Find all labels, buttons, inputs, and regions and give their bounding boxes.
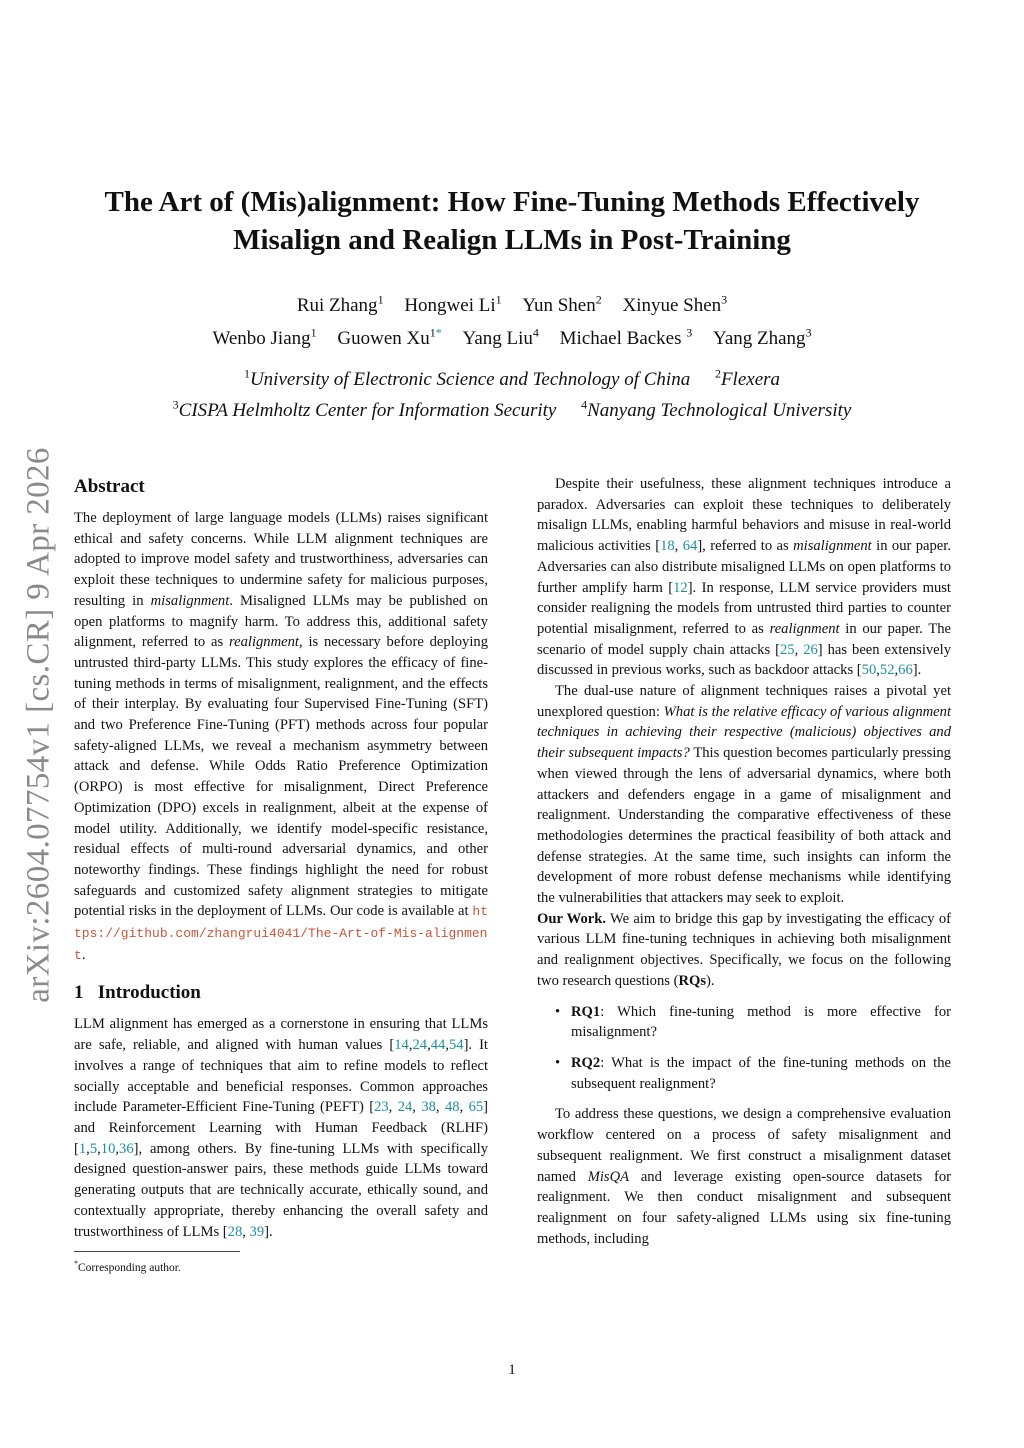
author: Michael Backes $^3$ bbox=[559, 325, 693, 349]
citation[interactable]: 24 bbox=[397, 1099, 413, 1116]
citation[interactable]: 64 bbox=[682, 538, 698, 555]
code-repository-link[interactable]: https://github.com/zhangrui4041/The-Art-of-Mis-alignment bbox=[74, 904, 488, 963]
citation[interactable]: 38 bbox=[421, 1099, 436, 1116]
citation[interactable]: 65 bbox=[468, 1099, 484, 1116]
author: Hongwei Li$^1$ bbox=[404, 293, 502, 317]
citation[interactable]: 23 bbox=[374, 1099, 389, 1116]
affiliation: $^2$Flexera bbox=[714, 367, 781, 391]
citation[interactable]: 39 bbox=[249, 1223, 265, 1240]
affiliation-list bbox=[60, 362, 964, 423]
citation[interactable]: 48 bbox=[444, 1099, 460, 1116]
citation[interactable]: 54 bbox=[448, 1037, 464, 1054]
introduction-paragraph: LLM alignment has emerged as a cornerstone in ensuring that LLMs are safe, reliable, and aligned with human values [14,24,44,54]. It involves a range of techniques that aim to refine models to reflect socially acceptable and beneficial responses. Common approaches include Parameter-Efficient Fine-Tuning (PEFT) [23, 24, 38, 48, 65] and Reinforcement Learning with Human Feedback (RLHF) [1,5,10,36], among others. By fine-tuning LLMs with specifically designed question-answer pairs, these methods guide LLMs toward generating outputs that are technically accurate, ethically sound, and contextually appropriate, thereby enhancing the overall safety and trustworthiness of LLMs [28, 39]. bbox=[74, 1016, 489, 1240]
citation[interactable]: 26 bbox=[803, 641, 818, 658]
affiliation-row-2 bbox=[60, 392, 964, 422]
list-item-rq1: • RQ1: Which fine-tuning method is more effective for misalignment? bbox=[555, 1003, 951, 1041]
list-item-rq2: • RQ2: What is the impact of the fine-tuning methods on the subsequent realignment? bbox=[555, 1054, 951, 1092]
paper-title bbox=[60, 183, 964, 259]
abstract-heading: Abstract bbox=[74, 476, 145, 497]
left-column bbox=[74, 474, 488, 1276]
author: Wenbo Jiang$^1$ bbox=[212, 325, 317, 349]
author-list bbox=[60, 287, 964, 352]
paragraph-our-work: Our Work. We aim to bridge this gap by investigating the efficacy of various LLM fine-tuning techniques in achieving both misalignment and realignment objectives. Specifically, we focus on the following two research questions (RQs). bbox=[537, 910, 951, 989]
footnote: *Corresponding author. bbox=[74, 1259, 181, 1275]
footnote-divider bbox=[74, 1251, 240, 1252]
paragraph-paradox: Despite their usefulness, these alignment techniques introduce a paradox. Adversaries can exploit these techniques to deliberately misalign LLMs, enabling harmful behaviors and misuse in real-world malicious activities [18, 64], referred to as misalignment in our paper. Adversaries can also distribute misaligned LLMs on open platforms to further amplify harm [12]. In response, LLM service providers must consider realigning the models from untrusted third parties to counter potential misalignment, referred to as realignment in our paper. The scenario of model supply chain attacks [25, 26] has been extensively discussed in previous works, such as backdoor attacks [50,52,66]. bbox=[537, 476, 952, 679]
abstract-text: The deployment of large language models (LLMs) raises significant ethical and safety concerns. While LLM alignment techniques are adopted to improve model safety and trustworthiness, adversaries can exploit these techniques to undermine safety for malicious purposes, resulting in misalignment. Misaligned LLMs may be published on open platforms to magnify harm. To address this, additional safety alignment, referred to as realignment, is necessary before deploying untrusted third-party LLMs. This study explores the efficacy of fine-tuning methods in terms of misalignment, realignment, and the effects of their interplay. By evaluating four Supervised Fine-Tuning (SFT) and two Preference Fine-Tuning (PFT) methods across four popular safety-aligned LLMs, we reveal a mechanism asymmetry between attack and defense. While Odds Ratio Preference Optimization (ORPO) is most effective for misalignment, Direct Preference Optimization (DPO) excels in realignment, albeit at the expense of model utility. Additionally, we identify model-specific resistance, residual effects of multi-round adversarial dynamics, and other noteworthy findings. These findings highlight the need for robust safeguards and customized safety alignment strategies to mitigate potential risks in the deployment of LLMs. Our code is available at https://github.com/zhangrui4041/The-Art-of-Mis-alignment. bbox=[74, 510, 488, 963]
title-line-2: Misalign and Realign LLMs in Post-Training bbox=[233, 224, 791, 256]
title-line-1: The Art of (Mis)alignment: How Fine-Tuning Methods Effectively bbox=[104, 186, 920, 218]
corresponding-author-mark[interactable]: * bbox=[435, 325, 442, 340]
paragraph-workflow: To address these questions, we design a comprehensive evaluation workflow centered on a process of safety misalignment and subsequent realignment. We first construct a misalignment dataset named MisQA and leverage existing open-source datasets for realignment. We then conduct misalignment and subsequent realignment on four safety-aligned LLMs using six fine-tuning methods, including bbox=[537, 1106, 951, 1247]
arxiv-identifier-stamp bbox=[14, 430, 64, 1020]
right-column bbox=[537, 474, 951, 1249]
citation[interactable]: 44 bbox=[430, 1037, 446, 1054]
citation[interactable]: 25 bbox=[779, 641, 795, 658]
author-row-1 bbox=[60, 287, 964, 319]
citation[interactable]: 28 bbox=[227, 1223, 243, 1240]
citation[interactable]: 14 bbox=[394, 1037, 409, 1054]
affiliation: $^1$University of Electronic Science and Technology of China bbox=[243, 367, 691, 391]
our-work-lead: Our Work. bbox=[537, 910, 606, 927]
citation[interactable]: 1 bbox=[78, 1140, 87, 1157]
paragraph-dual-use: The dual-use nature of alignment techniques raises a pivotal yet unexplored question: What is the relative efficacy of various alignment techniques in achieving their respective (malicious) objectives and their subsequent impacts? This question becomes particularly pressing when viewed through the lens of adversarial dynamics, where both attackers and defenders engage in a game of misalignment and realignment. Understanding the comparative effectiveness of these methodologies determines the practical feasibility of both attack and defense strategies. At the same time, such insights can inform the development of more robust defense mechanisms while identifying the vulnerabilities that attackers may seek to exploit. bbox=[537, 683, 951, 907]
page-number: 1 bbox=[508, 1362, 516, 1378]
citation[interactable]: 50 bbox=[861, 662, 877, 679]
citation[interactable]: 36 bbox=[119, 1140, 134, 1157]
citation[interactable]: 66 bbox=[898, 662, 913, 679]
bullet-icon: • bbox=[555, 1003, 561, 1020]
citation[interactable]: 10 bbox=[100, 1140, 116, 1157]
citation[interactable]: 18 bbox=[660, 538, 675, 555]
author: Yang Liu$^4$ bbox=[462, 325, 539, 349]
introduction-heading: 1 Introduction bbox=[74, 982, 201, 1004]
author: Yang Zhang$^3$ bbox=[713, 325, 812, 349]
author-row-2 bbox=[60, 319, 964, 351]
research-questions-list bbox=[537, 1002, 951, 1095]
citation[interactable]: 12 bbox=[673, 579, 688, 596]
affiliation-row-1 bbox=[60, 362, 964, 392]
author-corresponding: Guowen $Xu^{1*}$ bbox=[337, 325, 442, 349]
citation[interactable]: 52 bbox=[879, 662, 895, 679]
affiliation: $^3$CISPA Helmholtz Center for Information Security bbox=[172, 397, 557, 421]
author: Yun Shen$^2$ bbox=[522, 293, 602, 317]
affiliation: $^4$Nanyang Technological University bbox=[581, 397, 852, 421]
bullet-icon: • bbox=[555, 1054, 561, 1071]
author: Xinyue Shen$^3$ bbox=[622, 293, 728, 317]
arxiv-identifier[interactable]: arXiv:2604.07754v1 [cs.CR] 9 Apr 2026 bbox=[20, 447, 57, 1003]
author: Rui Zhang$^1$ bbox=[296, 293, 384, 317]
citation[interactable]: 5 bbox=[89, 1140, 98, 1157]
citation[interactable]: 24 bbox=[412, 1037, 428, 1054]
